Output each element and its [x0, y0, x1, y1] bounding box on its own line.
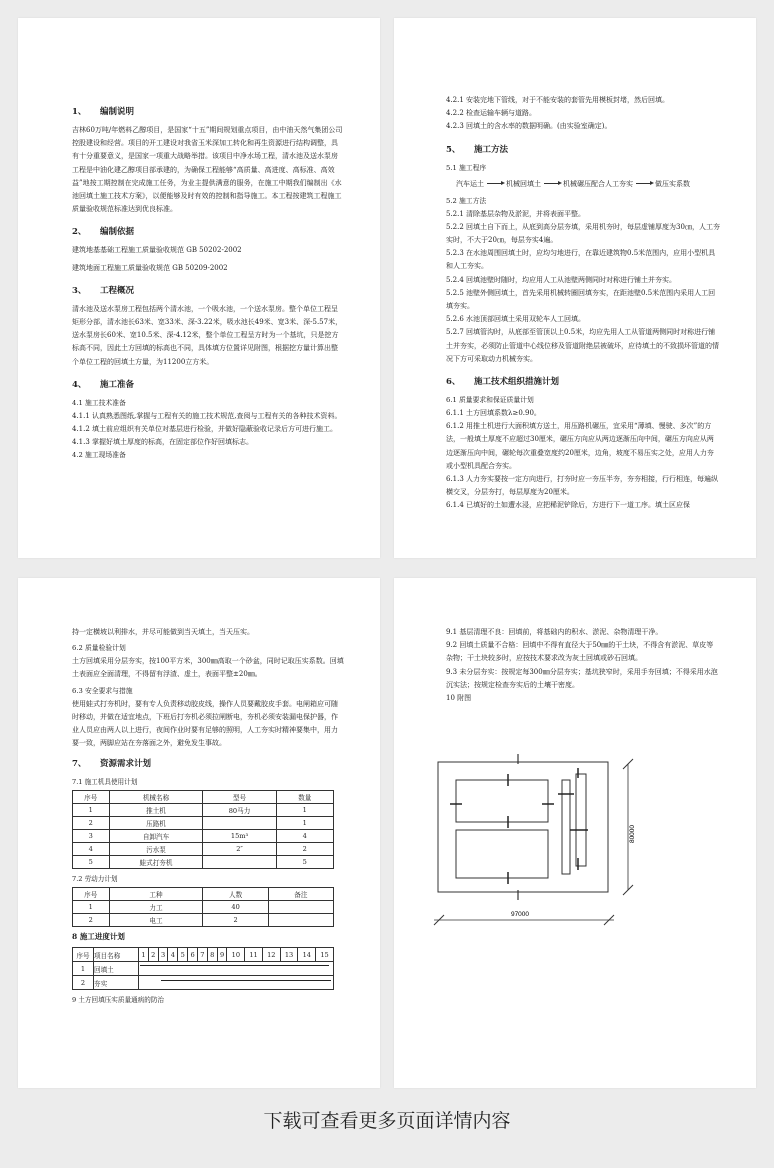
equipment-table — [72, 790, 334, 869]
table-cell: 2 — [73, 976, 94, 990]
subsection-heading: 6.2 质量检验计划 — [72, 644, 126, 653]
table-row — [73, 804, 334, 817]
table-cell: 2 — [203, 914, 268, 927]
table-header: 数量 — [276, 791, 333, 804]
table-cell: 4 — [276, 830, 333, 843]
paragraph: 5.2.5 池壁外侧回填土，首先采用机械转圈回填夯实，在距池壁0.5米范围内采用人工回填夯实。 — [446, 288, 716, 311]
table-header: 11 — [245, 948, 263, 962]
section-10-heading: 10 附图 — [446, 694, 472, 703]
table-row — [73, 843, 334, 856]
paragraph: 4.1.1 认真熟悉图纸,掌握与工程有关的施工技术规范,查阅与工程有关的各种技术资料。 — [72, 411, 342, 420]
table-cell — [203, 856, 276, 869]
schedule-table — [72, 947, 334, 990]
paragraph: 4.2.2 检查运输车辆与道路。 — [446, 109, 537, 118]
site-plan-drawing — [428, 754, 668, 934]
table-row — [73, 830, 334, 843]
table-cell: 5 — [73, 856, 110, 869]
table-cell: 2 — [276, 843, 333, 856]
table-header-row — [73, 888, 334, 901]
site-boundary — [438, 762, 608, 892]
table-header: 序号 — [73, 888, 110, 901]
paragraph: 6.1.2 用推土机进行大面积填方送土，用压路机碾压，宜采用“薄填、慢驶、多次”的方法，一般填土厚度不应超过30厘米，碾压方向应从两边逐渐压向中间，碾压方向应从两边逐渐压向中间，碾轮每次重叠宽度约20厘米，边角，坡度不易压实之处，应用人力夯或小型机具配合夯实。 — [446, 422, 714, 470]
flow-step: 机械碾压配合人工夯实 — [563, 179, 633, 188]
paragraph: 5.2.1 清除基层杂物及淤泥，并将表面平整。 — [446, 209, 586, 218]
paragraph: 4.2.1 安装完地下管线，对于不能安装的套管先用模板封堵，然后回填。 — [446, 96, 670, 104]
document-page-3 — [18, 578, 380, 1088]
paragraph: 4.2.3 回填土的含水率的数据明确。(由实验室确定)。 — [446, 122, 612, 131]
subsection-heading: 6.3 安全要求与措施 — [72, 686, 133, 695]
table-header: 备注 — [268, 888, 333, 901]
table-cell: 4 — [73, 843, 110, 856]
paragraph: 土方回填采用分层夯实，按100平方米，300㎜高取一个砂盆，同时记取压实系数。回填土表面应全面清理，不得留有浮渣、虚土，表面平整±20㎜。 — [72, 657, 344, 679]
section-5-heading: 5、 施工方法 — [446, 144, 509, 155]
table-cell: 夯实 — [94, 976, 139, 990]
table-header-row — [73, 791, 334, 804]
paragraph: 5.2.4 回填池壁时随时，均应用人工从池壁两侧同时对称进行铺土并夯实。 — [446, 275, 677, 284]
table-header: 9 — [217, 948, 227, 962]
paragraph: 4.1.3 掌握好填土厚度的标高，在固定部位作好回填标志。 — [72, 438, 254, 447]
section-3-heading: 3、 工程概况 — [72, 285, 135, 296]
table-cell: 回填土 — [94, 962, 139, 976]
table-header: 6 — [188, 948, 198, 962]
paragraph: 9.3 未分层夯实：按规定每300㎜分层夯实；基坑狭窄时，采用手夯回填；不得采用水泡沉实法；按规定检查夯实后的土壤干密度。 — [446, 667, 718, 689]
table-header: 4 — [168, 948, 178, 962]
flow-step: 机械回填土 — [506, 179, 541, 188]
arrow-icon — [487, 183, 503, 184]
table-cell: 2 — [73, 817, 110, 830]
section-9-heading: 9 土方回填压实质量通病的防治 — [72, 996, 165, 1005]
document-page-2 — [394, 18, 756, 558]
table-header: 10 — [227, 948, 245, 962]
subsection-heading: 5.1 施工程序 — [446, 163, 487, 172]
table-cell: 压路机 — [109, 817, 203, 830]
paragraph: 5.2.3 在水池周围回填土时，应均匀地进行，在靠近建筑物0.5米范围内，应用小型机具和人工夯实。 — [446, 249, 716, 271]
table-header: 13 — [280, 948, 298, 962]
table-cell: 1 — [276, 804, 333, 817]
table-header: 3 — [158, 948, 168, 962]
table-row — [73, 901, 334, 914]
arrow-icon — [544, 183, 560, 184]
table-cell — [203, 817, 276, 830]
table-cell: 电工 — [109, 914, 203, 927]
section-8-heading: 8 施工进度计划 — [72, 932, 125, 942]
section-3-text: 清水池及送水泵房工程包括两个清水池，一个吸水池，一个送水泵房。整个单位工程呈矩形分部，清水池长63米、宽33米、深-3.22米，吸水池长49米、宽3米、深-5.57米，送水泵房长60米、宽10.5米、深-4.12米，整个单位工程呈方时为一个基坑，只是挖方标高不同，因此土方回填的标高也不同，具体填方位置详见附图，根据挖方量计算出整个单位工程的回填土方量，为11200立方米。 — [72, 304, 343, 366]
table-row — [73, 856, 334, 869]
table-cell — [268, 901, 333, 914]
table-cell: 推土机 — [109, 804, 203, 817]
table-cell: 1 — [276, 817, 333, 830]
paragraph: 9.1 基层清理不良：回填前，将基础内的积水、淤泥、杂物清理干净。 — [446, 628, 663, 636]
gantt-cell — [139, 962, 334, 976]
table-header: 机械名称 — [109, 791, 203, 804]
flow-step: 做压实系数 — [655, 179, 690, 188]
paragraph: 5.2.2 回填土自下而上，从底到高分层夯填，采用机夯时，每层虚铺厚度为30㎝，人工夯实时，不大于20㎝，每层夯实4遍。 — [446, 222, 720, 245]
table-cell: 力工 — [109, 901, 203, 914]
table-header: 5 — [178, 948, 188, 962]
table-cell: 污水泵 — [109, 843, 203, 856]
section-2-heading: 2、 编制依据 — [72, 227, 135, 238]
table-header: 序号 — [73, 791, 110, 804]
table-row — [73, 976, 334, 990]
table-cell: 3 — [73, 830, 110, 843]
section-1-text: 吉林60万吨/年燃料乙醇项目，是国家“十五”期间规划重点项目，由中油天然气集团公司控股建设和经营。项目的开工建设对我省玉米深加工转化和再生资源进行结构调整，具有十分重要意义，是国家一项重大战略举措。该项目中净水场工程，清水池及送水泵房工程是中油化建乙醇项目部承建的，为确保工程能够“高质量、高进度、高标准、高效益”地按工期控制在完成施工任务，为业主提供满意的服务，在施工中期我们编制出《水池回填土施工技术方案》，以便能够及时有效的控制和指导施工。本工程按建筑工程施工质量验收规范标准达到优良标准。 — [72, 126, 343, 214]
table-header: 8 — [207, 948, 217, 962]
table-cell: 1 — [73, 804, 110, 817]
clear-water-tank-2 — [456, 830, 548, 878]
table-cell: 2″ — [203, 843, 276, 856]
paragraph: 使用蛙式打夯机时，要有专人负责移动胶皮线，操作人员要戴胶皮手套。电闸箱应可随时移动，并做在适宜地点，下班后打夯机必须拉闸断电，夯机必须安装漏电保护器，作业人员应由两人以上进行，夜间作业时要有足够的照明，人工夯实时精神要集中，用力要一致，两脚应站在夯落面之外，避免发生事故。 — [72, 699, 338, 748]
schedule-wrapper — [72, 947, 344, 990]
table-caption: 7.1 施工机具使用计划 — [72, 778, 138, 787]
pump-house — [576, 774, 586, 866]
table-header: 12 — [262, 948, 280, 962]
document-page-1 — [18, 18, 380, 558]
arrow-icon — [636, 183, 652, 184]
paragraph: 9.2 回填土质量不合格：回填中不得有直径大于50㎜的干土块，不得含有淤泥、草皮等杂物；干土块较多时，应按技术要求改为灰土回填或砂石回填。 — [446, 641, 714, 663]
table-cell: 80马力 — [203, 804, 276, 817]
table-cell: 1 — [73, 901, 110, 914]
paragraph: 6.1.3 人力夯实要按一定方向进行，打夯时应一夯压半夯，夯夯相接，行行相连，每遍纵横交叉，分层夯打，每层厚度为20厘米。 — [446, 475, 719, 497]
subsection-heading: 4.2 施工现场准备 — [72, 451, 126, 460]
process-flow — [456, 177, 720, 191]
section-1-heading: 1、 编制说明 — [72, 107, 135, 117]
table-cell — [268, 914, 333, 927]
table-cell: 蛙式打夯机 — [109, 856, 203, 869]
table-header: 序号 — [73, 948, 94, 962]
paragraph: 5.2.6 水池顶部回填土采用双轮车人工回填。 — [446, 315, 586, 324]
table-cell: 自卸汽车 — [109, 830, 203, 843]
table-header: 2 — [148, 948, 158, 962]
subsection-heading: 4.1 施工技术准备 — [72, 398, 126, 407]
gantt-bar — [140, 965, 329, 966]
table-header: 1 — [139, 948, 149, 962]
standard-item: 建筑地面工程施工质量验收规范 GB 50209-2002 — [72, 263, 228, 272]
table-header: 工种 — [109, 888, 203, 901]
table-header-row — [73, 948, 334, 962]
standard-item: 建筑地基基础工程施工质量验收规范 GB 50202-2002 — [72, 246, 242, 255]
section-7-heading: 7、 资源需求计划 — [72, 759, 152, 770]
dimension-label-vertical: 80000 — [629, 824, 636, 844]
table-row — [73, 962, 334, 976]
paragraph: 5.2.7 回填管沟时，从底部至管顶以上0.5米，均应先用人工从管道两侧同时对称进行铺土并夯实，必须防止管道中心线位移及管道附绝层被破坏，应待填土的不致损坏管道的情况下方可采取动力机械夯实。 — [446, 328, 719, 363]
table-cell: 2 — [73, 914, 110, 927]
dimension-label-horizontal: 97000 — [510, 911, 530, 918]
table-row — [73, 914, 334, 927]
gantt-cell — [139, 976, 334, 990]
download-more-caption[interactable]: 下载可查看更多页面详情内容 — [263, 1110, 511, 1132]
table-row — [73, 817, 334, 830]
subsection-heading: 5.2 施工方法 — [446, 196, 487, 205]
paragraph: 4.1.2 填土前应组织有关单位对基层进行检验，并做好隐蔽验收记录后方可进行施工。 — [72, 425, 338, 434]
table-header: 项目名称 — [94, 948, 139, 962]
table-cell: 15m³ — [203, 830, 276, 843]
paragraph: 6.1.4 已填好的土如遭水浸，应把稀泥铲除后，方进行下一道工序。填土区应保 — [446, 501, 691, 510]
labor-table — [72, 887, 334, 927]
table-cell: 40 — [203, 901, 268, 914]
table-cell: 5 — [276, 856, 333, 869]
paragraph: 6.1.1 土方回填系数λ≥0.90。 — [446, 409, 541, 418]
table-header: 型号 — [203, 791, 276, 804]
section-6-heading: 6、 施工技术组织措施计划 — [446, 377, 560, 388]
table-caption: 7.2 劳动力计划 — [72, 875, 118, 884]
gantt-bar — [161, 980, 331, 981]
table-cell: 1 — [73, 962, 94, 976]
table-header: 14 — [298, 948, 316, 962]
table-header: 15 — [316, 948, 334, 962]
clear-water-tank-1 — [456, 780, 548, 822]
table-header: 7 — [197, 948, 207, 962]
section-4-heading: 4、 施工准备 — [72, 379, 135, 390]
table-header: 人数 — [203, 888, 268, 901]
paragraph: 持一定横坡以利排水，并尽可能做到当天填土，当天压实。 — [72, 628, 254, 636]
document-page-4 — [394, 578, 756, 1088]
flow-step: 汽车运土 — [456, 179, 484, 188]
subsection-heading: 6.1 质量要求和保证质量计划 — [446, 396, 534, 405]
